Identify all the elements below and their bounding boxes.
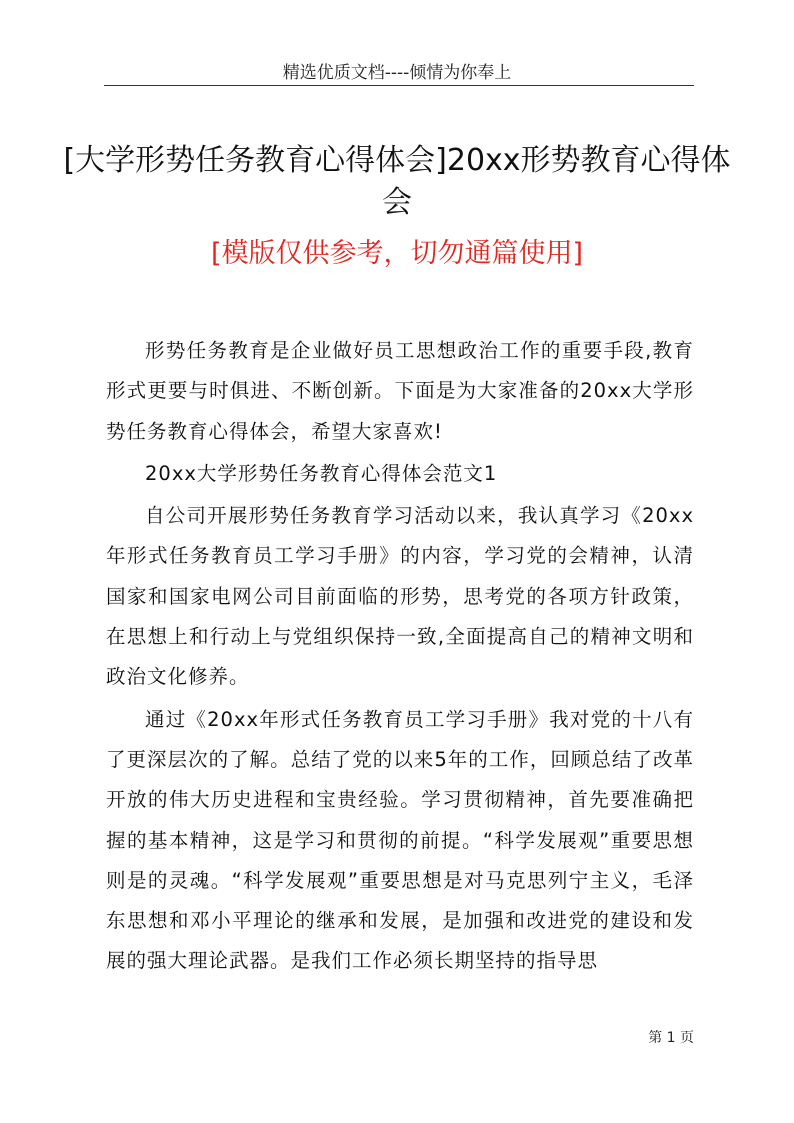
paragraph: 自公司开展形势任务教育学习活动以来，我认真学习《20xx年形式任务教育员工学习手册》的内容，学习党的会精神，认清国家和国家电网公司目前面临的形势，思考党的各项方针政策，在思想上和行动上与党组织保持一致,全面提高自己的精神文明和政治文化修养。 [106, 504, 694, 689]
page-number: 第 1 页 [648, 1030, 694, 1046]
section-heading: 20xx大学形势任务教育心得体会范文1 [145, 461, 498, 485]
document-subtitle: [模版仅供参考，切勿通篇使用] [210, 238, 584, 269]
header-divider [104, 85, 694, 86]
document-body [106, 331, 694, 982]
paragraph: 通过《20xx年形式任务教育员工学习手册》我对党的十八有了更深层次的了解。总结了党的以来5年的工作，回顾总结了改革开放的伟大历史进程和宝贵经验。学习贯彻精神，首先要准确把握的基本精神，这是学习和贯彻的前提。“科学发展观”重要思想则是的灵魂。“科学发展观”重要思想是对马克思列宁主义，毛泽东思想和邓小平理论的继承和发展，是加强和改进党的建设和发展的强大理论武器。是我们工作必须长期坚持的指导思 [106, 707, 694, 973]
page-header: 精选优质文档----倾情为你奉上 [282, 63, 512, 83]
document-title: [大学形势任务教育心得体会]20xx形势教育心得体会 [63, 143, 731, 220]
paragraph-intro: 形势任务教育是企业做好员工思想政治工作的重要手段,教育形式更要与时俱进、不断创新。下面是为大家准备的20xx大学形势任务教育心得体会，希望大家喜欢! [106, 339, 694, 443]
